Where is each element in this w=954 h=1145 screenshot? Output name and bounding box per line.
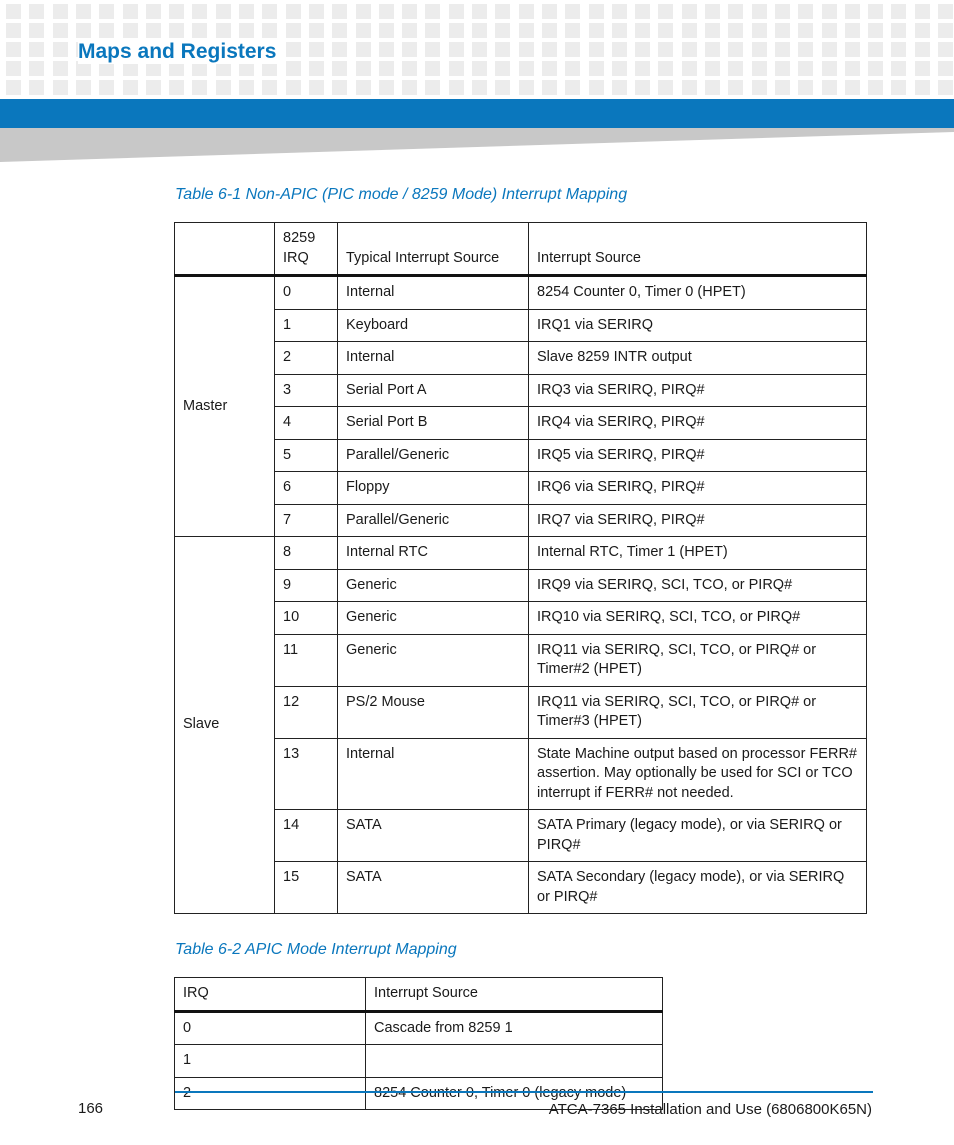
header-pattern-tile: [612, 80, 627, 95]
table-row: [175, 1011, 663, 1045]
header-pattern-tile: [356, 61, 371, 76]
header-pattern-tile: [519, 80, 534, 95]
table1-header-group: [175, 223, 275, 276]
header-pattern-tile: [425, 42, 440, 57]
header-pattern-tile: [868, 42, 883, 57]
header-pattern-tile: [658, 80, 673, 95]
header-pattern-tile: [495, 80, 510, 95]
header-pattern-tile: [6, 23, 21, 38]
header-pattern-tile: [775, 80, 790, 95]
header-pattern-tile: [379, 80, 394, 95]
header-pattern-tile: [589, 61, 604, 76]
document-title: ATCA-7365 Installation and Use (6806800K65N): [548, 1101, 872, 1118]
header-pattern-tile: [728, 80, 743, 95]
table1-header-typical-source: Typical Interrupt Source: [338, 223, 529, 276]
header-pattern-tile: [682, 61, 697, 76]
header-pattern-tile: [635, 23, 650, 38]
irq-cell: 7: [275, 504, 338, 537]
header-pattern-tile: [309, 61, 324, 76]
header-pattern-tile: [76, 23, 91, 38]
header-pattern-tile: [542, 23, 557, 38]
header-pattern-tile: [286, 23, 301, 38]
header-pattern-tile: [379, 42, 394, 57]
header-pattern-tile: [309, 80, 324, 95]
table-row: [175, 276, 867, 310]
header-pattern-tile: [822, 80, 837, 95]
header-pattern-tile: [239, 80, 254, 95]
header-pattern-tile: [29, 61, 44, 76]
header-pattern-tile: [565, 4, 580, 19]
header-pattern-tile: [938, 80, 953, 95]
header-pattern-tile: [728, 42, 743, 57]
header-pattern-tile: [752, 61, 767, 76]
table-row: [175, 342, 867, 375]
header-pattern-tile: [332, 80, 347, 95]
header-pattern-tile: [472, 4, 487, 19]
typical-source-cell: Serial Port A: [338, 374, 529, 407]
header-pattern-tile: [822, 23, 837, 38]
header-pattern-tile: [356, 42, 371, 57]
header-pattern-tile: [589, 80, 604, 95]
header-pattern-tile: [658, 23, 673, 38]
typical-source-cell: Keyboard: [338, 309, 529, 342]
header-pattern-tile: [402, 42, 417, 57]
header-pattern-tile: [798, 23, 813, 38]
header-pattern-tile: [286, 61, 301, 76]
table-row: [175, 439, 867, 472]
interrupt-source-cell: IRQ10 via SERIRQ, SCI, TCO, or PIRQ#: [529, 602, 867, 635]
header-pattern-tile: [29, 4, 44, 19]
header-pattern-tile: [868, 61, 883, 76]
table1-header-row: [175, 223, 867, 276]
interrupt-source-cell: Cascade from 8259 1: [366, 1011, 663, 1045]
header-pattern-tile: [845, 4, 860, 19]
header-pattern-tile: [449, 42, 464, 57]
header-pattern-tile: [472, 80, 487, 95]
table1-body: [175, 276, 867, 914]
interrupt-source-cell: State Machine output based on processor FERR# assertion. May optionally be used for SCI or TCO interrupt if FERR# not needed.: [529, 738, 867, 810]
header-pattern-tile: [192, 4, 207, 19]
header-pattern-tile: [286, 4, 301, 19]
header-pattern-tile: [705, 80, 720, 95]
interrupt-source-cell: IRQ11 via SERIRQ, SCI, TCO, or PIRQ# or Timer#3 (HPET): [529, 686, 867, 738]
header-pattern-tile: [53, 23, 68, 38]
table-row: [175, 686, 867, 738]
header-pattern-tile: [589, 42, 604, 57]
header-pattern-tile: [682, 80, 697, 95]
header-pattern-tile: [822, 61, 837, 76]
header-pattern-tile: [356, 80, 371, 95]
header-pattern-tile: [542, 80, 557, 95]
header-pattern-tile: [682, 42, 697, 57]
interrupt-source-cell: Slave 8259 INTR output: [529, 342, 867, 375]
interrupt-source-cell: [366, 1045, 663, 1078]
typical-source-cell: Floppy: [338, 472, 529, 505]
header-pattern-tile: [728, 4, 743, 19]
header-pattern-tile: [798, 61, 813, 76]
header-pattern-tile: [915, 4, 930, 19]
irq-cell: 0: [275, 276, 338, 310]
table-row: [175, 374, 867, 407]
table2-body: [175, 1011, 663, 1110]
header-pattern-tile: [658, 42, 673, 57]
typical-source-cell: Parallel/Generic: [338, 504, 529, 537]
header-pattern-tile: [542, 61, 557, 76]
typical-source-cell: SATA: [338, 810, 529, 862]
header-pattern-tile: [891, 80, 906, 95]
header-pattern-tile: [565, 61, 580, 76]
header-pattern-tile: [845, 61, 860, 76]
table1-interrupt-mapping: [174, 222, 867, 914]
header-pattern-tile: [868, 4, 883, 19]
header-pattern-tile: [356, 4, 371, 19]
header-pattern-tile: [216, 23, 231, 38]
header-pattern-tile: [519, 23, 534, 38]
header-pattern-tile: [262, 80, 277, 95]
header-pattern-tile: [379, 4, 394, 19]
header-pattern-tile: [169, 80, 184, 95]
typical-source-cell: Internal RTC: [338, 537, 529, 570]
interrupt-source-cell: IRQ11 via SERIRQ, SCI, TCO, or PIRQ# or Timer#2 (HPET): [529, 634, 867, 686]
header-pattern-tile: [891, 61, 906, 76]
header-pattern-tile: [752, 80, 767, 95]
header-pattern-tile: [76, 80, 91, 95]
irq-cell: 15: [275, 862, 338, 914]
header-pattern-tile: [29, 23, 44, 38]
header-pattern-tile: [53, 4, 68, 19]
header-pattern-tile: [775, 42, 790, 57]
header-pattern-tile: [449, 4, 464, 19]
header-pattern-tile: [6, 61, 21, 76]
header-pattern-tile: [682, 23, 697, 38]
header-pattern-tile: [915, 23, 930, 38]
header-pattern-tile: [99, 23, 114, 38]
header-pattern-tile: [658, 61, 673, 76]
header-pattern-tile: [472, 42, 487, 57]
header-blue-bar: [0, 99, 954, 128]
header-pattern-tile: [915, 61, 930, 76]
header-pattern-tile: [635, 4, 650, 19]
header-pattern-tile: [705, 4, 720, 19]
typical-source-cell: Generic: [338, 569, 529, 602]
irq-cell: 4: [275, 407, 338, 440]
header-pattern-tile: [705, 42, 720, 57]
header-pattern-tile: [891, 23, 906, 38]
header-pattern-tile: [519, 61, 534, 76]
header-pattern-tile: [309, 42, 324, 57]
interrupt-source-cell: 8254 Counter 0, Timer 0 (HPET): [529, 276, 867, 310]
header-pattern-tile: [822, 42, 837, 57]
header-pattern-tile: [868, 80, 883, 95]
header-pattern-tile: [635, 80, 650, 95]
table-row: [175, 309, 867, 342]
header-pattern-tile: [822, 4, 837, 19]
table-row: [175, 407, 867, 440]
header-pattern-tile: [752, 42, 767, 57]
header-pattern-tile: [332, 4, 347, 19]
interrupt-source-cell: IRQ5 via SERIRQ, PIRQ#: [529, 439, 867, 472]
irq-cell: 0: [175, 1011, 366, 1045]
header-pattern-tile: [449, 23, 464, 38]
header-pattern-tile: [612, 4, 627, 19]
header-pattern-tile: [449, 61, 464, 76]
irq-cell: 5: [275, 439, 338, 472]
header-pattern-tile: [938, 61, 953, 76]
interrupt-source-cell: IRQ7 via SERIRQ, PIRQ#: [529, 504, 867, 537]
header-pattern-tile: [915, 80, 930, 95]
header-pattern-tile: [519, 4, 534, 19]
header-pattern-tile: [356, 23, 371, 38]
typical-source-cell: PS/2 Mouse: [338, 686, 529, 738]
header-pattern-tile: [612, 23, 627, 38]
header-pattern-tile: [99, 4, 114, 19]
header-pattern-tile: [309, 23, 324, 38]
header-pattern-tile: [682, 4, 697, 19]
typical-source-cell: Parallel/Generic: [338, 439, 529, 472]
interrupt-source-cell: IRQ6 via SERIRQ, PIRQ#: [529, 472, 867, 505]
typical-source-cell: Serial Port B: [338, 407, 529, 440]
interrupt-source-cell: SATA Secondary (legacy mode), or via SERIRQ or PIRQ#: [529, 862, 867, 914]
header-pattern-tile: [402, 4, 417, 19]
header-pattern-tile: [938, 23, 953, 38]
header-pattern-tile: [845, 23, 860, 38]
header-pattern-tile: [472, 23, 487, 38]
irq-cell: 9: [275, 569, 338, 602]
header-pattern-tile: [891, 4, 906, 19]
table1-caption: Table 6-1 Non-APIC (PIC mode / 8259 Mode) Interrupt Mapping: [175, 186, 628, 203]
header-pattern-tile: [495, 23, 510, 38]
header-pattern-tile: [216, 4, 231, 19]
header-pattern-tile: [379, 23, 394, 38]
header-pattern-tile: [192, 23, 207, 38]
header-pattern-tile: [169, 4, 184, 19]
table-row: [175, 634, 867, 686]
table2-header-row: [175, 978, 663, 1012]
header-pattern-tile: [6, 80, 21, 95]
header-pattern-tile: [589, 23, 604, 38]
header-pattern-tile: [123, 4, 138, 19]
interrupt-source-cell: IRQ1 via SERIRQ: [529, 309, 867, 342]
header-pattern-tile: [169, 23, 184, 38]
table-row: [175, 537, 867, 570]
header-pattern-tile: [146, 80, 161, 95]
header-pattern-tile: [123, 23, 138, 38]
header-pattern-tile: [612, 61, 627, 76]
irq-cell: 3: [275, 374, 338, 407]
table2-header-interrupt-source: Interrupt Source: [366, 978, 663, 1012]
section-title: Maps and Registers: [78, 40, 280, 64]
header-pattern-tile: [495, 61, 510, 76]
header-pattern-tile: [192, 80, 207, 95]
header-pattern-tile: [565, 23, 580, 38]
header-pattern-tile: [798, 4, 813, 19]
header-pattern-tile: [425, 80, 440, 95]
header-pattern-tile: [53, 80, 68, 95]
header-pattern-tile: [589, 4, 604, 19]
table2-header-irq: IRQ: [175, 978, 366, 1012]
header-pattern-tile: [752, 23, 767, 38]
header-pattern-tile: [542, 4, 557, 19]
typical-source-cell: Generic: [338, 602, 529, 635]
header-pattern-tile: [798, 80, 813, 95]
header-pattern-tile: [146, 23, 161, 38]
header-pattern-tile: [53, 42, 68, 57]
page-number: 166: [78, 1100, 104, 1117]
table-row: [175, 810, 867, 862]
typical-source-cell: Internal: [338, 738, 529, 810]
header-pattern-tile: [868, 23, 883, 38]
header-pattern-tile: [402, 80, 417, 95]
header-pattern-tile: [565, 80, 580, 95]
header-pattern-tile: [635, 42, 650, 57]
table-row: [175, 1045, 663, 1078]
header-pattern-tile: [705, 23, 720, 38]
header-pattern-tile: [425, 61, 440, 76]
header-pattern-tile: [239, 4, 254, 19]
header-pattern-tile: [658, 4, 673, 19]
irq-cell: 13: [275, 738, 338, 810]
header-pattern-tile: [402, 23, 417, 38]
header-pattern-tile: [425, 23, 440, 38]
irq-cell: 2: [275, 342, 338, 375]
interrupt-source-cell: IRQ4 via SERIRQ, PIRQ#: [529, 407, 867, 440]
header-pattern-tile: [752, 4, 767, 19]
header-pattern-tile: [845, 80, 860, 95]
header-pattern-tile: [379, 61, 394, 76]
table2-caption: Table 6-2 APIC Mode Interrupt Mapping: [175, 941, 457, 958]
header-pattern-tile: [495, 42, 510, 57]
header-pattern-tile: [216, 80, 231, 95]
table-row: [175, 738, 867, 810]
typical-source-cell: SATA: [338, 862, 529, 914]
header-pattern-tile: [472, 61, 487, 76]
irq-cell: 11: [275, 634, 338, 686]
header-grey-swoosh: [0, 128, 954, 164]
header-pattern-tile: [775, 61, 790, 76]
interrupt-source-cell: SATA Primary (legacy mode), or via SERIRQ or PIRQ#: [529, 810, 867, 862]
irq-cell: 12: [275, 686, 338, 738]
irq-cell: 1: [275, 309, 338, 342]
typical-source-cell: Generic: [338, 634, 529, 686]
header-pattern-tile: [565, 42, 580, 57]
table-row: [175, 862, 867, 914]
header-pattern-tile: [262, 4, 277, 19]
typical-source-cell: Internal: [338, 276, 529, 310]
header-pattern-tile: [798, 42, 813, 57]
irq-cell: 1: [175, 1045, 366, 1078]
header-pattern-tile: [29, 80, 44, 95]
typical-source-cell: Internal: [338, 342, 529, 375]
header-pattern-tile: [76, 4, 91, 19]
interrupt-source-cell: Internal RTC, Timer 1 (HPET): [529, 537, 867, 570]
header-pattern-tile: [775, 4, 790, 19]
table-row: [175, 569, 867, 602]
header-pattern-tile: [425, 4, 440, 19]
header-pattern-tile: [449, 80, 464, 95]
header-pattern-tile: [728, 23, 743, 38]
header-pattern-tile: [99, 80, 114, 95]
table-row: [175, 472, 867, 505]
irq-cell: 10: [275, 602, 338, 635]
header-pattern-tile: [239, 23, 254, 38]
header-pattern-tile: [728, 61, 743, 76]
header-pattern-tile: [612, 42, 627, 57]
header-pattern-tile: [6, 42, 21, 57]
header-pattern-tile: [705, 61, 720, 76]
header-pattern-tile: [915, 42, 930, 57]
table1-header-irq: 8259 IRQ: [275, 223, 338, 276]
irq-cell: 6: [275, 472, 338, 505]
header-pattern-tile: [332, 42, 347, 57]
header-pattern-tile: [495, 4, 510, 19]
header-pattern-tile: [53, 61, 68, 76]
header-pattern-tile: [938, 4, 953, 19]
header-pattern-tile: [402, 61, 417, 76]
header-pattern-tile: [519, 42, 534, 57]
header-pattern-tile: [6, 4, 21, 19]
header-pattern-tile: [845, 42, 860, 57]
header-pattern-tile: [286, 42, 301, 57]
header-pattern-tile: [123, 80, 138, 95]
table1-header-interrupt-source: Interrupt Source: [529, 223, 867, 276]
header-pattern-tile: [332, 23, 347, 38]
header-pattern-tile: [891, 42, 906, 57]
table-row: [175, 504, 867, 537]
header-pattern-tile: [146, 4, 161, 19]
irq-cell: [175, 1077, 366, 1110]
header-pattern-tile: [542, 42, 557, 57]
interrupt-source-cell: IRQ3 via SERIRQ, PIRQ#: [529, 374, 867, 407]
header-pattern-tile: [309, 4, 324, 19]
interrupt-source-cell: IRQ9 via SERIRQ, SCI, TCO, or PIRQ#: [529, 569, 867, 602]
footer-divider: [175, 1091, 873, 1093]
header-pattern-tile: [938, 42, 953, 57]
header-pattern-tile: [286, 80, 301, 95]
header-pattern-tile: [775, 23, 790, 38]
table-row: [175, 602, 867, 635]
irq-cell: 14: [275, 810, 338, 862]
header-pattern-tile: [262, 23, 277, 38]
irq-cell: 8: [275, 537, 338, 570]
header-pattern-tile: [332, 61, 347, 76]
group-label: Slave: [175, 537, 275, 914]
header-pattern-tile: [29, 42, 44, 57]
header-pattern-tile: [635, 61, 650, 76]
group-label: Master: [175, 276, 275, 537]
